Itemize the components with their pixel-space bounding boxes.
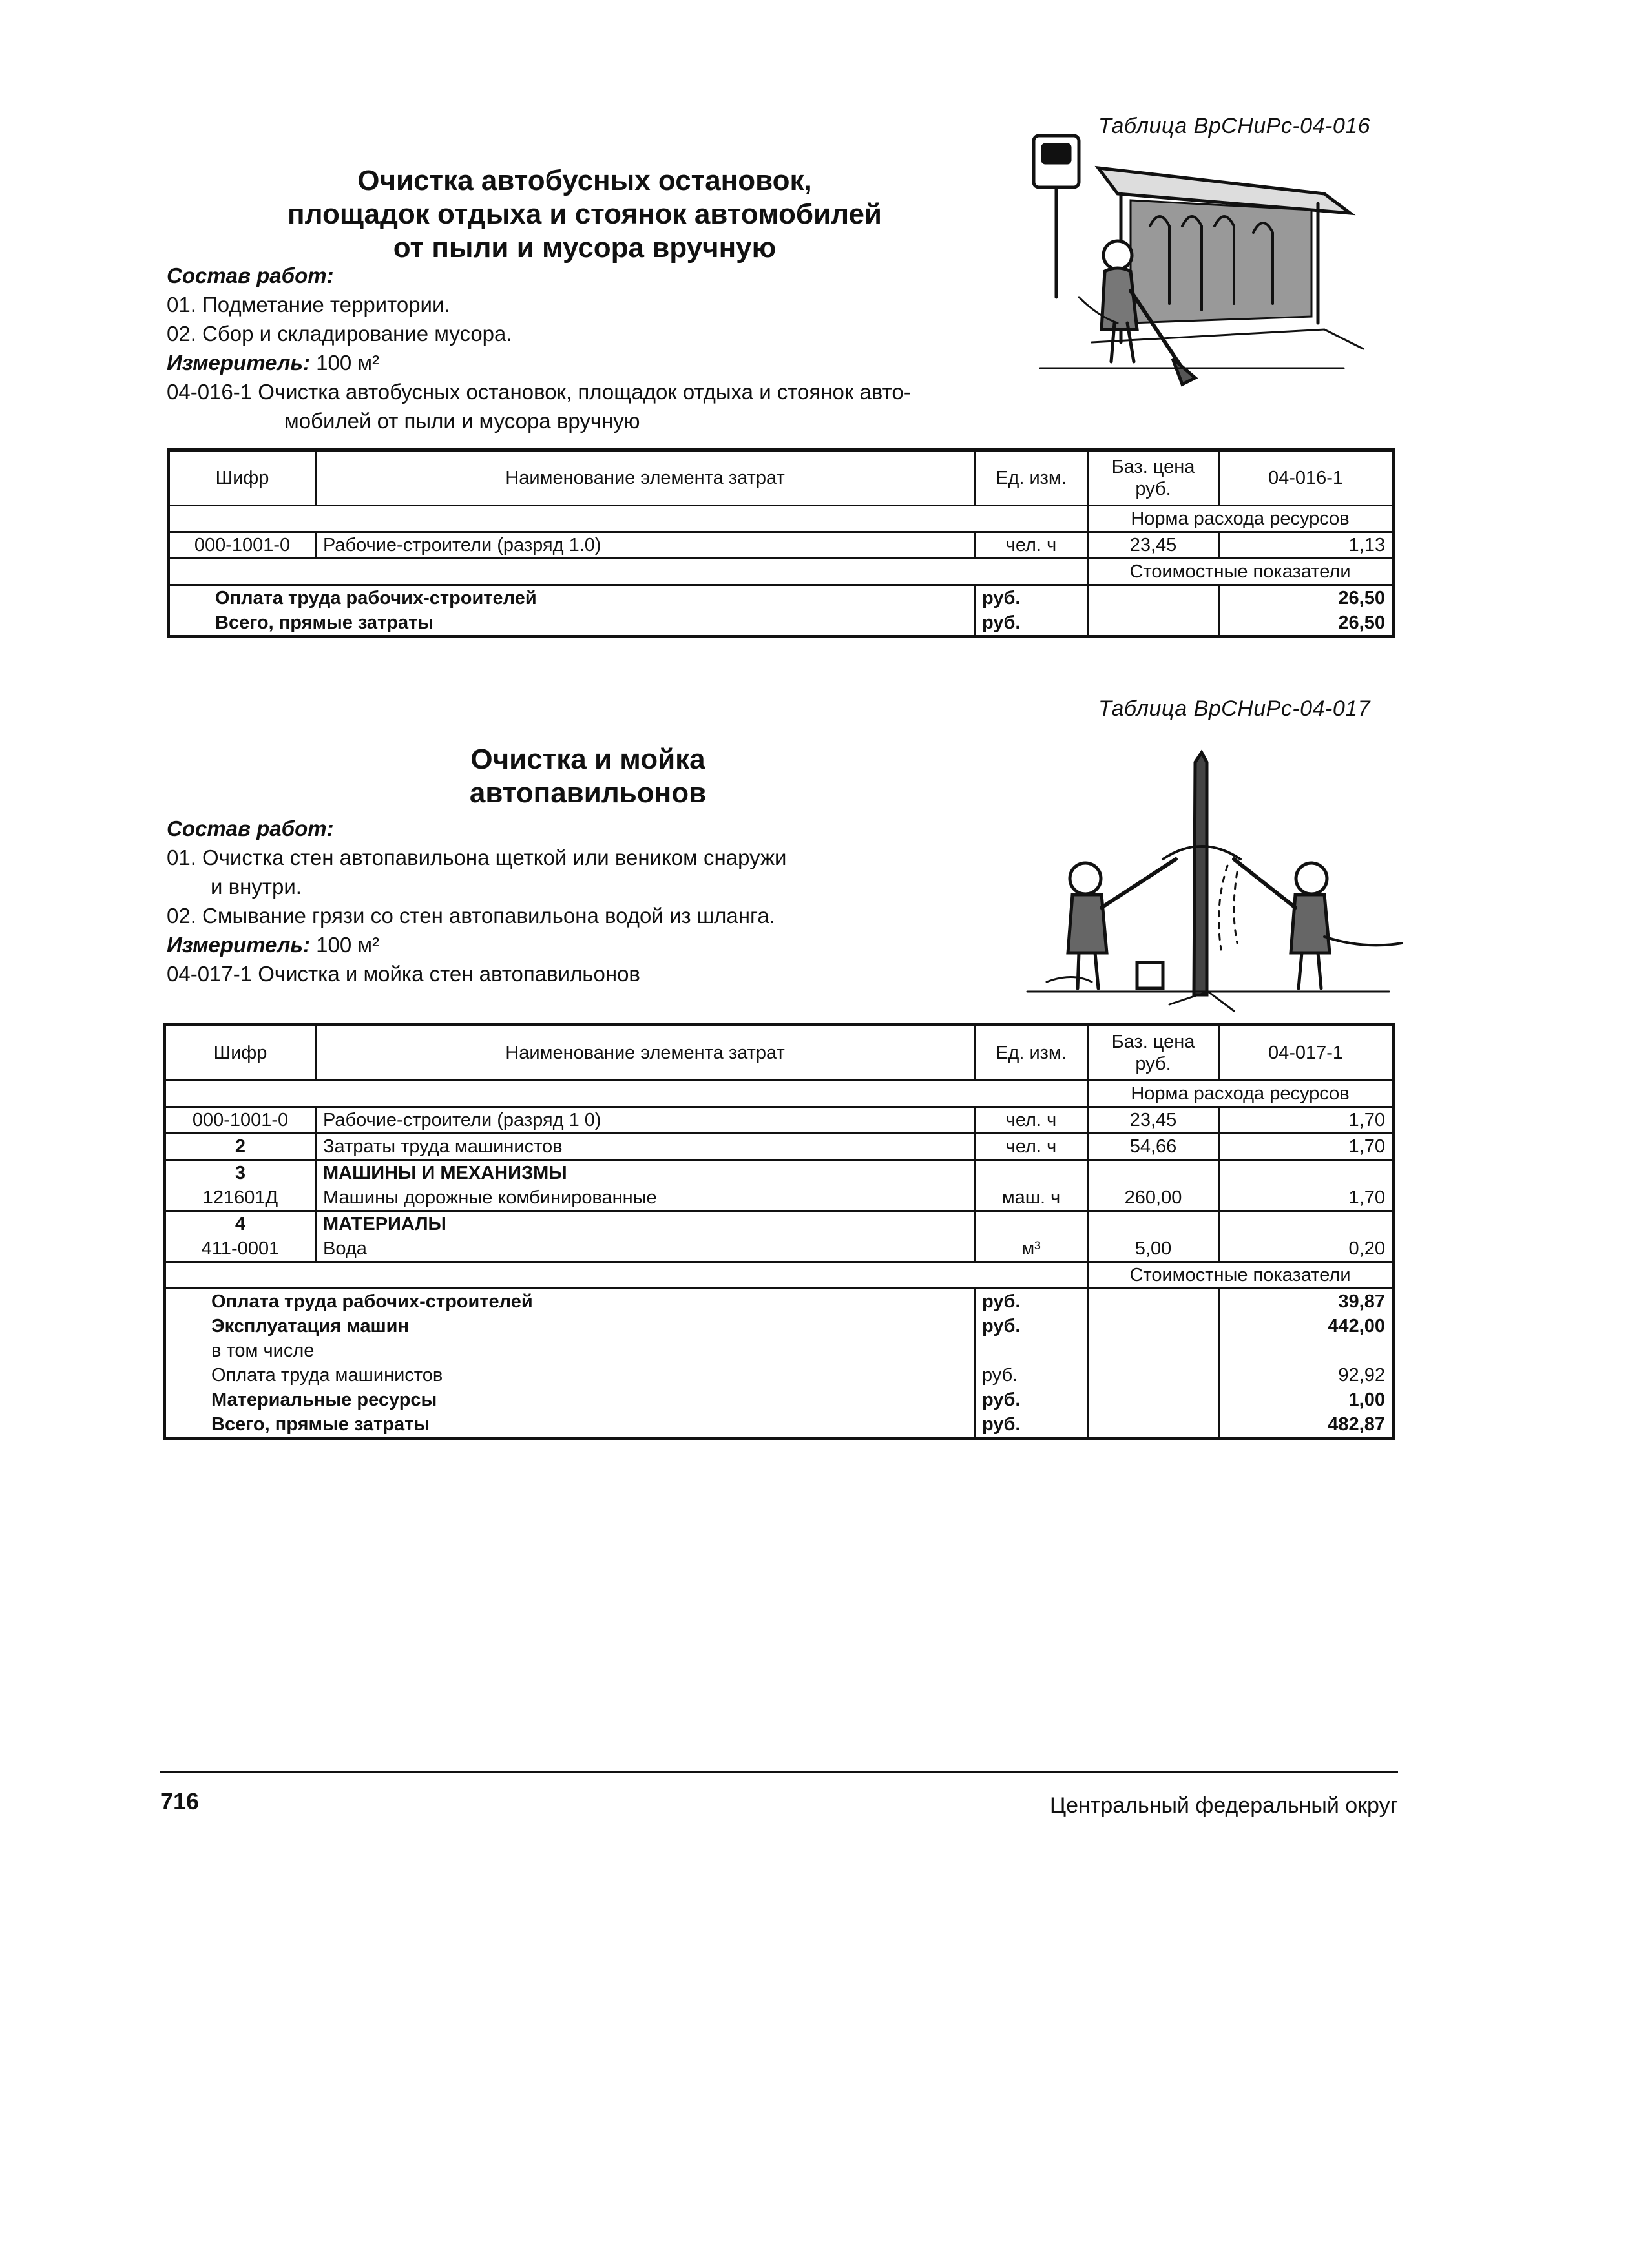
pavilion-pole (1194, 753, 1207, 995)
table-row: 000-1001-0 Рабочие-строители (разряд 1 0) чел. ч 23,45 1,70 (165, 1107, 1394, 1134)
table-row: Эксплуатация машин руб. 442,00 (165, 1314, 1394, 1338)
header-column: 04-017-1 (1219, 1025, 1394, 1081)
footer-region: Центральный федеральный округ (1049, 1793, 1398, 1818)
work-item: 01. Подметание территории. (167, 293, 450, 317)
footer-divider (160, 1771, 1398, 1773)
bus-stop-sweeping-illustration (1014, 129, 1376, 401)
table-row: 000-1001-0 Рабочие-строители (разряд 1.0) чел. ч 23,45 1,13 (169, 532, 1394, 559)
table-row: 3 МАШИНЫ И МЕХАНИЗМЫ (165, 1160, 1394, 1186)
header-column: 04-016-1 (1219, 450, 1394, 506)
work-item: 01. Очистка стен автопавильона щеткой или веником снаружи (167, 846, 787, 869)
section2-body (167, 814, 786, 988)
izmeritel-label: Измеритель: (167, 351, 310, 375)
header-name: Наименование элемента затрат (316, 450, 975, 506)
page-number: 716 (160, 1788, 200, 1815)
cost-label: Стоимостные показатели (1088, 559, 1394, 585)
table-row: Всего, прямые затраты руб. 26,50 (169, 610, 1394, 637)
title-line: Очистка автобусных остановок, (357, 165, 812, 196)
resource-table-016 (167, 448, 1395, 638)
norm-label: Норма расхода ресурсов (1088, 1081, 1394, 1107)
header-code: Шифр (169, 450, 316, 506)
izmeritel-value: 100 м² (316, 933, 380, 957)
table-row: 2 Затраты труда машинистов чел. ч 54,66 1,70 (165, 1134, 1394, 1160)
table-label-016: Таблица ВрСНиРс-04-016 (1098, 114, 1371, 138)
work-item: 02. Смывание грязи со стен автопавильона водой из шланга. (167, 904, 775, 928)
izmeritel (167, 930, 786, 959)
item-line (167, 377, 911, 406)
cost-label: Стоимостные показатели (1088, 1262, 1394, 1289)
section2-title (401, 743, 775, 810)
sostav-label: Состав работ: (167, 264, 334, 287)
item-code: 04-016-1 (167, 380, 253, 404)
table-row: 411-0001 Вода м³ 5,00 0,20 (165, 1236, 1394, 1262)
table-label-017: Таблица ВрСНиРс-04-017 (1098, 696, 1371, 721)
header-price: Баз. цена руб. (1088, 450, 1219, 506)
table-row: 4 МАТЕРИАЛЫ (165, 1211, 1394, 1237)
work-item: 02. Сбор и складирование мусора. (167, 322, 512, 346)
header-code: Шифр (165, 1025, 316, 1081)
sostav-label: Состав работ: (167, 817, 334, 840)
item-line: 04-017-1 Очистка и мойка стен автопавильонов (167, 962, 640, 986)
header-unit: Ед. изм. (975, 450, 1088, 506)
title-line: площадок отдыха и стоянок автомобилей (287, 198, 882, 230)
header-unit: Ед. изм. (975, 1025, 1088, 1081)
table-row: Оплата труда рабочих-строителей руб. 39,87 (165, 1289, 1394, 1315)
izmeritel-label: Измеритель: (167, 933, 310, 957)
section1-title (233, 164, 937, 265)
work-item-cont: и внутри. (211, 875, 302, 899)
item-text: Очистка автобусных остановок, площадок отдыха и стоянок авто- (258, 380, 911, 404)
table-row: в том числе (165, 1338, 1394, 1363)
title-line: автопавильонов (469, 777, 707, 809)
title-line: от пыли и мусора вручную (393, 232, 777, 264)
resource-table-017 (163, 1023, 1395, 1440)
section1-body (167, 261, 911, 435)
norm-label: Норма расхода ресурсов (1088, 506, 1394, 532)
header-price: Баз. цена руб. (1088, 1025, 1219, 1081)
header-name: Наименование элемента затрат (316, 1025, 975, 1081)
table-row: 121601Д Машины дорожные комбинированные маш. ч 260,00 1,70 (165, 1185, 1394, 1211)
table-row: Оплата труда машинистов руб. 92,92 (165, 1363, 1394, 1388)
item-text-cont: мобилей от пыли и мусора вручную (284, 409, 640, 433)
table-row: Всего, прямые затраты руб. 482,87 (165, 1412, 1394, 1439)
izmeritel-value: 100 м² (316, 351, 380, 375)
table-row: Оплата труда рабочих-строителей руб. 26,50 (169, 585, 1394, 611)
pavilion-washing-illustration (1008, 749, 1408, 1021)
table-row: Материальные ресурсы руб. 1,00 (165, 1388, 1394, 1412)
izmeritel (167, 348, 911, 377)
title-line: Очистка и мойка (470, 744, 705, 775)
